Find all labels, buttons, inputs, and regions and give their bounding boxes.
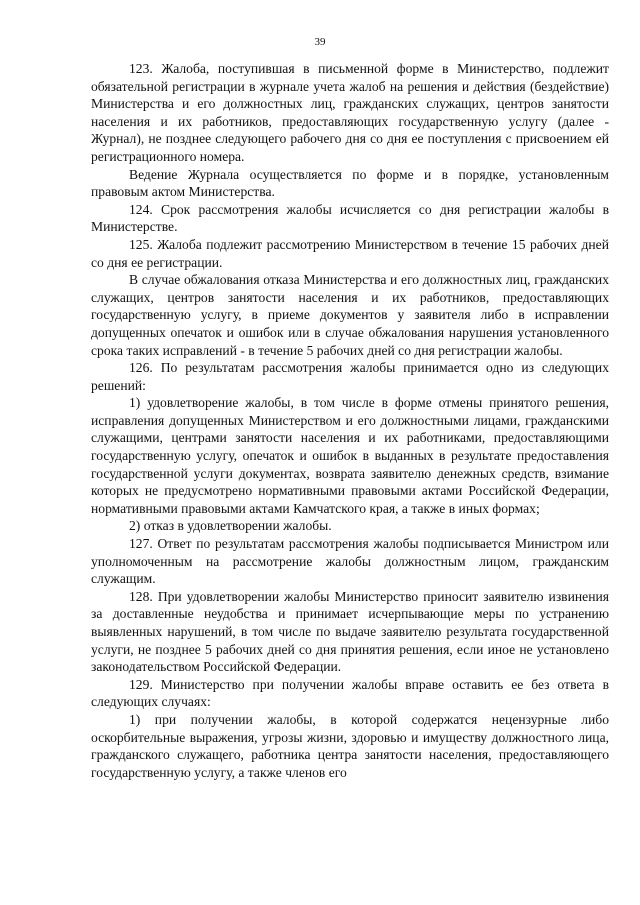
paragraph-126-item-2: 2) отказ в удовлетворении жалобы. <box>129 518 332 534</box>
paragraph-128: 128. При удовлетворении жалобы Министерство приносит заявителю извинения за доставленные неудобства и принимает исчерпывающие меры по устранению выявленных нарушений, в том числе по выдаче заявителю результата государственной услуги, не позднее 5 рабочих дней со дня принятия решения, если иное не установлено законодательством Российской Федерации. <box>91 588 609 675</box>
paragraph-journal: Ведение Журнала осуществляется по форме и в порядке, установленным правовым актом Министерства. <box>91 166 609 200</box>
paragraph-129-item-1: 1) при получении жалобы, в которой содержатся нецензурные либо оскорбительные выражения, угрозы жизни, здоровью и имуществу должностного лица, гражданского служащего, работника центра занятости населения, предоставляющего государственную услугу, а также членов его <box>91 711 609 780</box>
page-number: 39 <box>314 36 326 48</box>
paragraph-126: 126. По результатам рассмотрения жалобы принимается одно из следующих решений: <box>91 360 609 393</box>
paragraph-124: 124. Срок рассмотрения жалобы исчисляется со дня регистрации жалобы в Министерстве. <box>91 201 609 235</box>
paragraph-126-item-1: 1) удовлетворение жалобы, в том числе в форме отмены принятого решения, исправления допущенных Министерством и его должностными лицами, гражданскими служащими, центрами занятости населения и их работниками, предоставляющими государственную услугу, опечаток и ошибок в выданных в результате предоставления государственной услуги документах, возврата заявителю денежных средств, взимание которых не предусмотрено нормативными правовыми актами Российской Федерации, нормативными правовыми актами Камчатского края, а также в иных формах; <box>91 395 609 516</box>
paragraph-127: 127. Ответ по результатам рассмотрения жалобы подписывается Министром или уполномоченным на рассмотрение жалобы должностным лицом, гражданским служащим. <box>91 536 609 587</box>
paragraph-125-refusal: В случае обжалования отказа Министерства и его должностных лиц, гражданских служащих, центров занятости населения и их работников, предоставляющих государственную услугу, в приеме документов у заявителя либо в исправлении допущенных опечаток и ошибок или в случае обжалования нарушения установленного срока таких исправлений - в течение 5 рабочих дней со дня регистрации жалобы. <box>91 272 609 358</box>
paragraph-123: 123. Жалоба, поступившая в письменной форме в Министерство, подлежит обязательной регистрации в журнале учета жалоб на решения и действия (бездействие) Министерства и его должностных лиц, гражданских служащих, центров занятости населения и их работников, предоставляющих государственную услугу (далее - Журнал), не позднее следующего рабочего дня со дня ее поступления с присвоением ей регистрационного номера. <box>91 61 609 164</box>
paragraph-125: 125. Жалоба подлежит рассмотрению Министерством в течение 15 рабочих дней со дня ее регистрации. <box>91 236 609 270</box>
paragraph-129: 129. Министерство при получении жалобы вправе оставить ее без ответа в следующих случаях: <box>91 676 609 710</box>
document-body <box>91 60 609 781</box>
